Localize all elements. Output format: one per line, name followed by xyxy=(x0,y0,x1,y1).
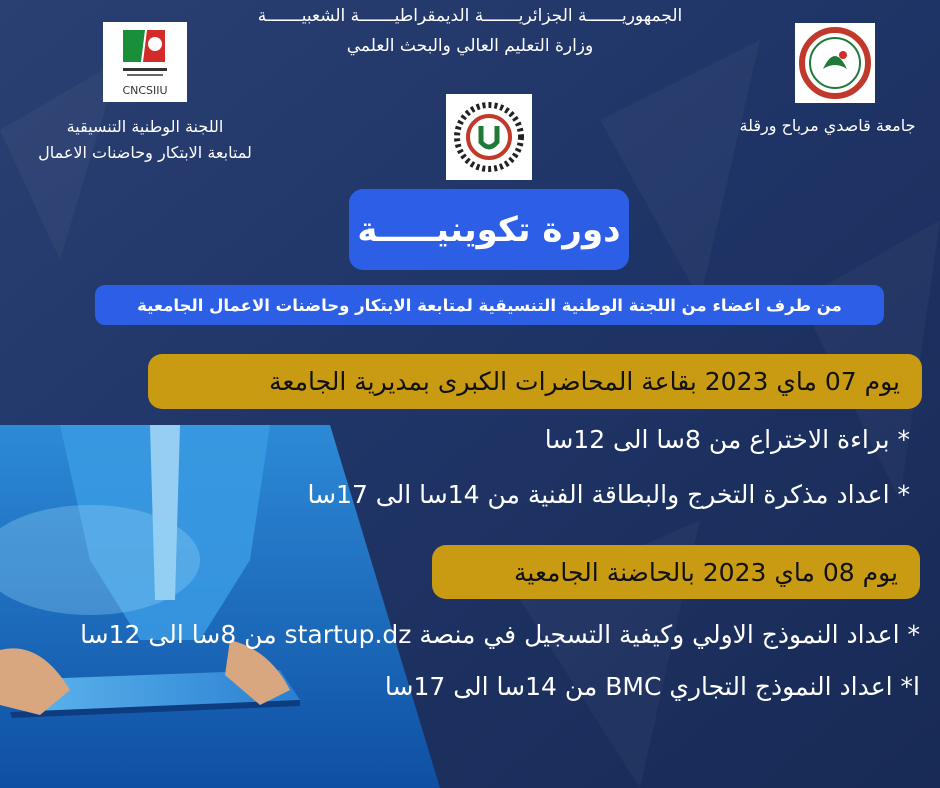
university-name: جامعة قاصدي مرباح ورقلة xyxy=(739,116,916,135)
subtitle-box xyxy=(95,285,884,325)
day1-item-1: * براءة الاختراع من 8سا الى 12سا xyxy=(544,425,910,454)
university-logo xyxy=(795,23,875,103)
day2-heading: يوم 08 ماي 2023 بالحاضنة الجامعية xyxy=(514,557,898,587)
cncsiu-logo-text: CNCSIIU xyxy=(122,84,168,97)
day1-banner xyxy=(148,354,922,409)
cncsiu-logo xyxy=(103,22,187,102)
header-country: الجمهوريـــــــة الجزائريـــــــة الديمقراطيـــــــة الشعبيـــــــة xyxy=(257,6,683,26)
title-box xyxy=(349,189,629,270)
header-ministry: وزارة التعليم العالي والبحث العلمي xyxy=(346,36,594,56)
organizer-subtitle: من طرف اعضاء من اللجنة الوطنية التنسيقية لمتابعة الابتكار وحاضنات الاعمال الجامعية xyxy=(137,295,842,315)
day2-banner xyxy=(432,545,920,599)
left-organization-name xyxy=(20,114,270,166)
day2-item-2: ا* اعداد النموذج التجاري BMC من 14سا الى 17سا xyxy=(384,672,920,701)
course-title: دورة تكوينيـــــة xyxy=(357,209,621,250)
day2-item-1: * اعداد النموذج الاولي وكيفية التسجيل في منصة startup.dz من 8سا الى 12سا xyxy=(80,620,920,649)
incubator-logo xyxy=(446,94,532,180)
day1-heading: يوم 07 ماي 2023 بقاعة المحاضرات الكبرى بمديرية الجامعة xyxy=(269,367,900,396)
left-org-line1: اللجنة الوطنية التنسيقية xyxy=(66,117,224,136)
left-org-line2: لمتابعة الابتكار وحاضنات الاعمال xyxy=(38,143,252,162)
day1-item-2: * اعداد مذكرة التخرج والبطاقة الفنية من 14سا الى 17سا xyxy=(307,480,910,509)
